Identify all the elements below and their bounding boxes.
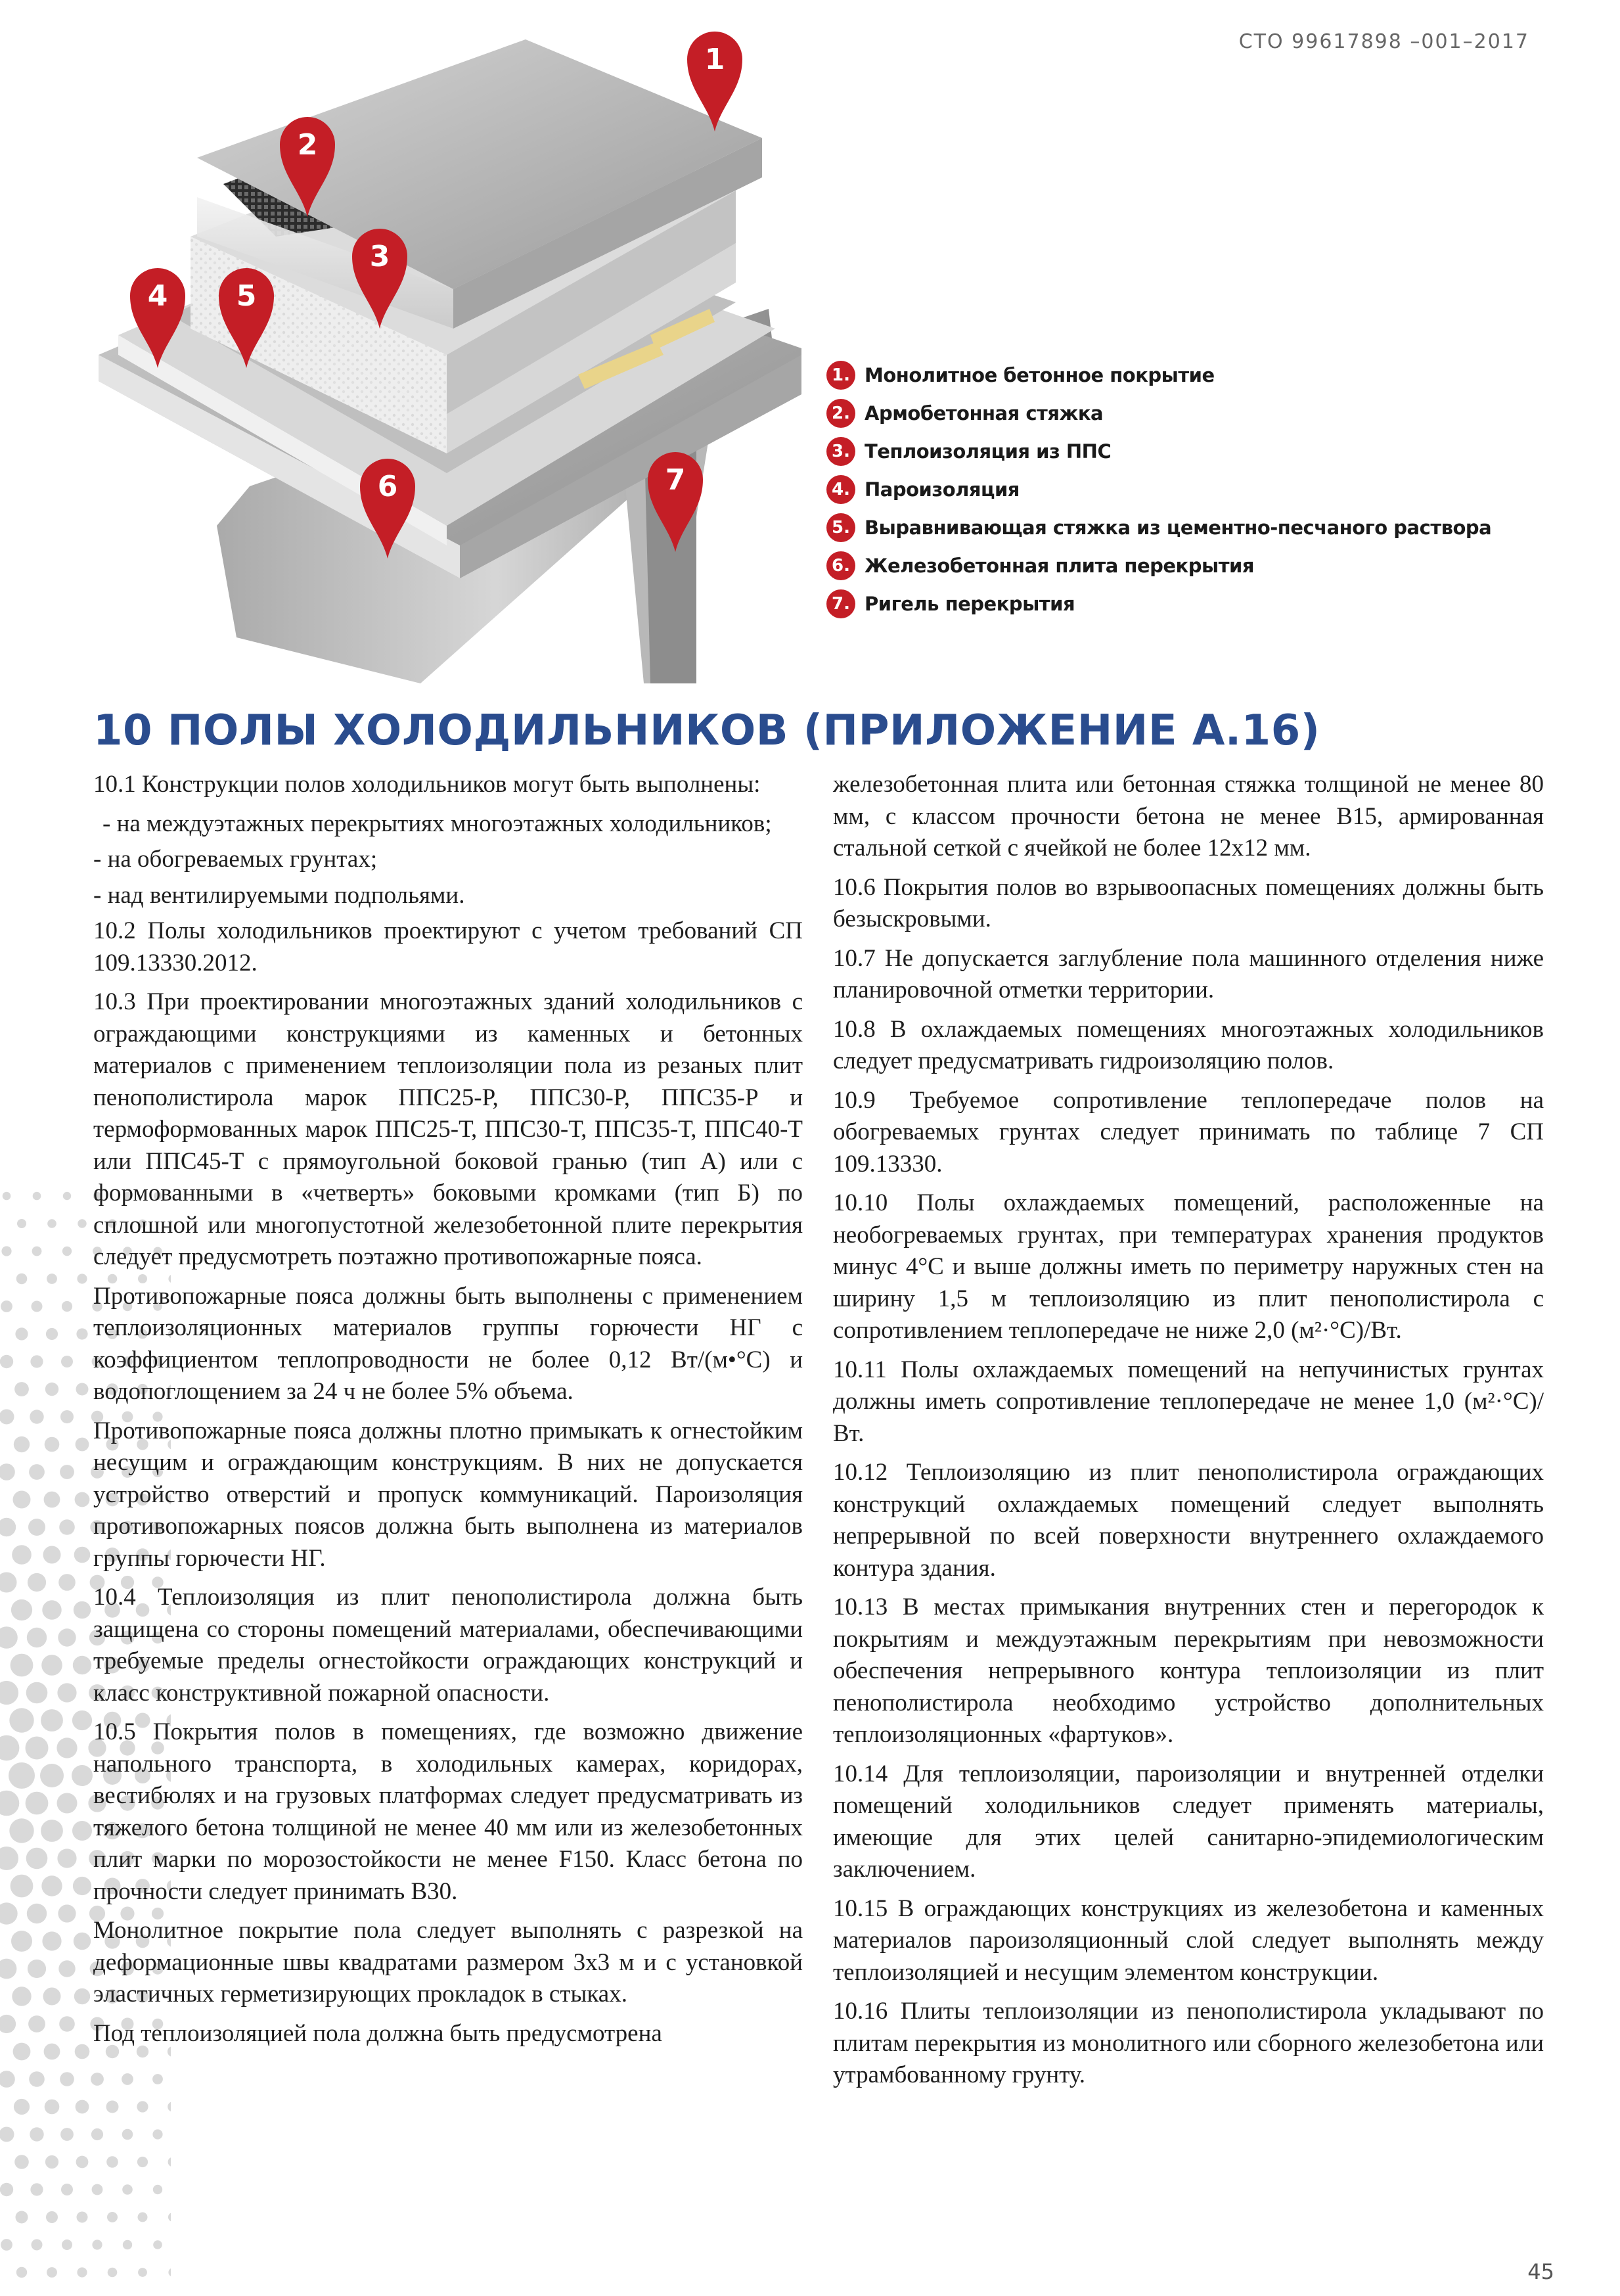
decor-dot [72, 1765, 93, 1786]
decor-dot [122, 2184, 133, 2195]
marker-label: 4 [147, 279, 168, 313]
decor-dot [106, 2156, 118, 2168]
paragraph: 10.14 Для теплоизоляции, пароизоляции и внутренней отделки помещений холодильников следует применять материалы, имеющие для этих целей санитарно-эпидемиологическим заключением. [833, 1760, 1544, 1883]
decor-dot [0, 1791, 19, 1816]
decor-dot [14, 2155, 29, 2169]
decor-dot [0, 1518, 16, 1536]
decor-dot [30, 2183, 43, 2195]
paragraph: 10.1 Конструкции полов холодильников могут быть выполнены: [93, 771, 761, 798]
decor-dot [73, 1877, 91, 1895]
legend-number-badge: 5. [826, 513, 855, 542]
legend-text: Монолитное бетонное покрытие [865, 364, 1215, 386]
decor-dot [63, 1192, 71, 1200]
decor-dot [11, 1875, 34, 1898]
decor-dot [74, 1601, 91, 1619]
legend-item [826, 471, 1483, 509]
decor-dot [153, 2240, 162, 2249]
legend-text: Армобетонная стяжка [865, 402, 1104, 425]
decor-dot [57, 1793, 78, 1814]
decor-dot [92, 2184, 103, 2195]
decor-dot [43, 1546, 61, 1564]
decor-dot [47, 1219, 56, 1228]
legend-item [826, 547, 1483, 585]
decor-dot [92, 2239, 102, 2249]
decor-dot [58, 1960, 75, 1977]
decor-dot [62, 1301, 72, 1312]
decor-dot [58, 1628, 76, 1646]
decor-dot [77, 2267, 87, 2277]
paragraph: 10.6 Покрытия полов во взрывоопасных помещениях должны быть безыскровыми. [833, 873, 1544, 932]
paragraph: 10.9 Требуемое сопротивление теплопередаче полов на обогреваемых грунтах следует принимать по таблице 7 СП 109.13330. [833, 1086, 1544, 1178]
paragraph: 10.5 Покрытия полов в помещениях, где возможно движение напольного транспорта, в холодильных камерах, коридорах, вестибюлях и на грузовых платформах следует предусматривать из тяжелого бетона толщиной не менее 40 мм или из железобетонных плит марки по морозостойкости не менее F150. Класс бетона по прочности следует принимать В30. [93, 1718, 803, 1905]
decor-dot [61, 2184, 73, 2195]
paragraph: 10.12 Теплоизоляцию из плит пенополистирола ограждающих конструкций охлаждаемых помещений следует выполнять непрерывной по всей поверхности внутреннего охлаждаемого контура здания. [833, 1459, 1544, 1582]
decor-dot [122, 2129, 133, 2140]
decor-dot [41, 1655, 62, 1676]
decor-dot [28, 2015, 45, 2032]
legend-number-badge: 4. [826, 475, 855, 504]
section-title: 10 ПОЛЫ ХОЛОДИЛЬНИКОВ (ПРИЛОЖЕНИЕ А.16) [93, 706, 1320, 755]
decor-dot [28, 1573, 46, 1592]
paragraph: Противопожарные пояса должны плотно примыкать к огнестойким несущим и ограждающим конструкциям. В них не допускается устройство отверстий и пропуск коммуникаций. Пароизоляция противопожарных поясов должна быть выполнена из материалов группы горючести НГ. [93, 1417, 803, 1572]
decor-dot [0, 1735, 19, 1761]
paragraph: Противопожарные пояса должны быть выполнены с применением теплоизоляционных материалов группы горючести НГ с коэффициентом теплопроводности не более 0,12 Вт/(м•°С) и водопоглощением за 24 ч не более 5% объема. [93, 1282, 803, 1405]
decor-dot [58, 1574, 76, 1591]
marker-label: 5 [236, 279, 257, 313]
paragraph: железобетонная плита или бетонная стяжка толщиной не менее 80 мм, с классом прочности бетона не менее В15, армированная стальной сеткой с ячейкой не более 12х12 мм. [833, 771, 1544, 861]
legend-item [826, 356, 1483, 394]
decor-dot [11, 1599, 32, 1620]
decor-dot [168, 2157, 171, 2167]
decor-dot [27, 1628, 47, 1647]
legend-number-badge: 7. [826, 589, 855, 618]
decor-dot [0, 2183, 13, 2196]
decor-dot [107, 2212, 118, 2222]
document-code: СТО 99617898 –001–2017 [1238, 30, 1529, 53]
decor-dot [9, 1818, 34, 1843]
decor-dot [45, 1383, 58, 1396]
decor-dot [13, 2043, 31, 2061]
decor-dot [76, 1383, 89, 1396]
decor-dot [0, 1626, 18, 1649]
legend-text: Пароизоляция [865, 478, 1020, 501]
decor-dot [60, 2072, 74, 2086]
paragraph: 10.10 Полы охлаждаемых помещений, расположенные на необогреваемых грунтах, при температурах хранения продуктов минус 4°С и выше должны иметь по периметру наружных стен на ширину 1,5 м теплоизоляцию из плит пенополистирола с сопротивлением теплопередаче не ниже 2,0 (м²·°С)/Вт. [833, 1189, 1544, 1344]
decor-dot [152, 2129, 162, 2139]
legend-item [826, 394, 1483, 432]
decor-dot [76, 1438, 89, 1452]
decor-dot [3, 1192, 11, 1201]
decor-dot [74, 1988, 90, 2004]
marker-label: 3 [369, 240, 390, 273]
decor-dot [46, 1328, 58, 1340]
decor-dot [29, 1464, 45, 1480]
decor-dot [32, 1301, 43, 1312]
legend-number-badge: 6. [826, 551, 855, 580]
list-item: - над вентилируемыми подпольями. [93, 881, 465, 909]
decor-dot [14, 1382, 29, 1396]
decor-dot [106, 2101, 119, 2113]
paragraph: 10.15 В ограждающих конструкциях из железобетона и каменных материалов пароизоляционный слой следует выполнять между теплоизоляцией и несущим элементом конструкции. [833, 1894, 1544, 1986]
decor-dot [40, 1764, 64, 1787]
page-number: 45 [1527, 2259, 1554, 2284]
legend-text: Теплоизоляция из ППС [865, 440, 1112, 463]
decor-dot [28, 1519, 45, 1536]
decor-dot [76, 1328, 87, 1339]
decor-dot [12, 1986, 31, 2006]
decor-dot [15, 1327, 28, 1340]
decor-dot [0, 1463, 15, 1481]
decor-dot [76, 2156, 89, 2169]
decor-dot [0, 1902, 18, 1924]
decor-dot [75, 1492, 90, 1507]
legend-text: Выравнивающая стяжка из цементно-песчаного раствора [865, 517, 1492, 539]
decor-dot [41, 1709, 63, 1732]
decor-dot [16, 2211, 28, 2224]
decor-dot [137, 2101, 148, 2112]
legend-text: Ригель перекрытия [865, 593, 1075, 615]
decor-dot [32, 1247, 42, 1256]
decor-dot [0, 1410, 14, 1425]
decor-dot [61, 1356, 73, 1367]
decor-dot [29, 2071, 45, 2087]
decor-dot [45, 1437, 60, 1452]
left-text-column [93, 769, 803, 2057]
floor-construction-illustration [79, 26, 801, 690]
decor-dot [168, 2268, 171, 2276]
decor-dot [41, 1820, 63, 1842]
paragraph: 10.3 При проектировании многоэтажных зданий холодильников с ограждающими конструкциями из каменных и бетонных материалов с применением теплоизоляции пола из резаных плит пенополистирола марок ППС25-Р, ППС30-Р, ППС35-Р и термоформованных марок ППС25-Т, ППС30-Т, ППС35-Т, ППС40-Т или ППС45-Т с прямоугольной боковой гранью (тип А) или с формованными в «четверть» боковыми кромками (тип Б) по сплошной или многопустотной железобетонной плите перекрытия следует предусмотреть поэтажно противопожарные пояса. [93, 988, 803, 1270]
decor-dot [60, 2128, 74, 2141]
decor-dot [137, 2157, 148, 2167]
decor-dot [26, 1682, 48, 1704]
decor-dot [47, 2267, 57, 2278]
legend [826, 356, 1492, 623]
decor-dot [77, 1274, 87, 1283]
decor-dot [45, 2100, 60, 2115]
decor-dot [42, 1600, 61, 1619]
decor-dot [9, 1762, 35, 1789]
decor-dot [14, 1436, 30, 1452]
decor-dot [1, 1300, 12, 1312]
decor-dot [44, 1492, 60, 1508]
decor-dot [123, 2240, 132, 2249]
decor-dot [11, 1654, 34, 1677]
decor-dot [1, 2239, 12, 2251]
decor-dot [75, 2044, 90, 2059]
decor-dot [44, 2044, 60, 2060]
decor-dot [0, 2015, 16, 2033]
decor-dot [138, 2213, 148, 2222]
decor-dot [0, 1573, 17, 1593]
decor-dot [11, 1931, 32, 1952]
decor-dot [42, 1931, 61, 1950]
right-text-column [833, 769, 1544, 2099]
decor-dot [46, 2211, 58, 2223]
decor-dot [14, 2099, 30, 2115]
paragraph: 10.8 В охлаждаемых помещениях многоэтажных холодильников следует предусматривать гидроизоляцию полов. [833, 1015, 1544, 1074]
marker-label: 2 [297, 128, 318, 162]
decor-dot [32, 2239, 43, 2251]
decor-dot [0, 1847, 18, 1870]
decor-dot [0, 1355, 13, 1368]
decor-dot [0, 2127, 14, 2142]
paragraph: 10.2 Полы холодильников проектируют с учетом требований СП 109.13330.2012. [93, 917, 803, 976]
decor-dot [59, 2016, 75, 2032]
decor-dot [168, 2213, 171, 2222]
decor-dot [76, 2100, 89, 2114]
decor-dot [62, 2239, 72, 2250]
decor-dot [30, 1355, 43, 1367]
decor-dot [56, 1737, 77, 1758]
decor-dot [27, 1904, 47, 1923]
decor-dot [0, 1959, 16, 1979]
list-item: - на обогреваемых грунтах; [93, 846, 378, 873]
decor-dot [28, 1960, 46, 1978]
decor-dot [153, 2185, 162, 2194]
paragraph: Под теплоизоляцией пола должна быть предусмотрена [93, 2019, 662, 2047]
decor-dot [26, 1848, 48, 1870]
decor-dot [43, 1988, 61, 2006]
decor-dot [13, 1491, 31, 1509]
decor-dot [57, 1848, 76, 1868]
decor-dot [91, 2128, 103, 2140]
decor-dot [30, 1410, 43, 1423]
decor-dot [0, 1681, 18, 1705]
decor-dot [122, 2073, 133, 2085]
decor-dot [77, 2212, 88, 2223]
decor-dot [33, 1192, 41, 1201]
decor-dot [74, 1547, 91, 1563]
decor-dot [47, 1274, 57, 1284]
paragraph: 10.16 Плиты теплоизоляции из пенополистирола укладывают по плитам перекрытия из монолитного или сборного железобетона или утрамбованному грунту. [833, 1998, 1544, 2088]
legend-number-badge: 1. [826, 361, 855, 390]
legend-number-badge: 2. [826, 399, 855, 428]
decor-dot [58, 1904, 76, 1922]
decor-dot [60, 1465, 74, 1479]
decor-dot [62, 1247, 72, 1256]
decor-dot [57, 1683, 76, 1702]
decor-dot [91, 2073, 104, 2086]
decor-dot [73, 1656, 91, 1674]
decor-dot [74, 1933, 91, 1950]
legend-number-badge: 3. [826, 437, 855, 466]
decor-dot [26, 1792, 49, 1815]
paragraph: Монолитное покрытие пола следует выполнять с разрезкой на деформационные швы квадратами размером 3х3 м и с установкой эластичных герметизирующих прокладок в стыках. [93, 1917, 803, 2008]
legend-text: Железобетонная плита перекрытия [865, 555, 1254, 577]
decor-dot [1, 1246, 11, 1256]
paragraph: 10.13 В местах примыкания внутренних стен и перегородок к покрытиям и междуэтажным перекрытиям при невозможности обеспечения непрерывного контура теплоизоляции из плит пенополистирола необходимо устройство дополнительных теплоизоляционных «фартуков». [833, 1594, 1544, 1748]
decor-dot [72, 1711, 92, 1730]
decor-dot [30, 2127, 43, 2141]
decor-dot [138, 2268, 147, 2277]
legend-item [826, 509, 1492, 547]
decor-dot [41, 1875, 62, 1896]
marker-label: 7 [665, 463, 686, 497]
decor-dot [9, 1708, 34, 1732]
legend-item [826, 585, 1483, 623]
legend-item [826, 432, 1483, 471]
marker-label: 6 [377, 470, 398, 503]
decor-dot [26, 1737, 49, 1760]
decor-dot [168, 2101, 171, 2112]
decor-dot [60, 1410, 74, 1423]
list-item: - на междуэтажных перекрытиях многоэтажных холодильников; [102, 810, 772, 837]
decor-dot [72, 1821, 92, 1841]
decor-dot [59, 1519, 75, 1535]
paragraph: 10.11 Полы охлаждаемых помещений на непучинистых грунтах должны иметь сопротивление теплопередаче не менее 1,0 (м²·°С)/Вт. [833, 1356, 1544, 1447]
decor-dot [45, 2155, 58, 2169]
marker-label: 1 [704, 43, 725, 76]
decor-dot [16, 2267, 27, 2278]
decor-dot [12, 1545, 32, 1565]
paragraph: 10.4 Теплоизоляция из плит пенополистирола должна быть защищена со стороны помещений материалами, обеспечивающими требуемые пределы огнестойкости ограждающих конструкций и класс конструктивной пожарной опасности. [93, 1584, 803, 1707]
paragraph: 10.7 Не допускается заглубление пола машинного отделения ниже планировочной отметки территории. [833, 944, 1544, 1003]
decor-dot [16, 1274, 28, 1285]
decor-dot [78, 1219, 86, 1228]
decor-dot [17, 1219, 26, 1228]
decor-dot [0, 2071, 15, 2088]
decor-dot [108, 2268, 118, 2278]
decor-dot [152, 2074, 163, 2084]
